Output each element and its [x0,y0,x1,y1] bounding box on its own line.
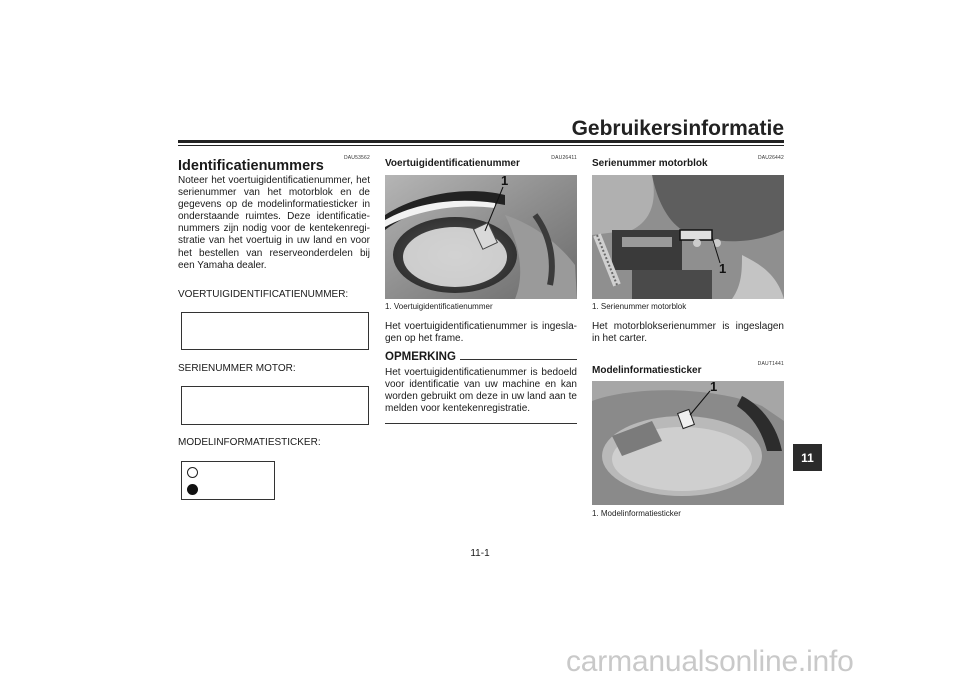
note-rule [460,359,577,360]
photo-caption: 1. Voertuigidentificatienummer [385,302,493,311]
vin-label: VOERTUIGIDENTIFICATIENUMMER: [178,289,349,300]
subsection-heading: Voertuigidentificatienummer [385,158,520,169]
engine-serial-entry-box [181,386,369,425]
open-circle-icon [187,467,198,478]
section-code: DAU26442 [757,155,784,161]
model-sticker-photo [592,381,784,505]
photo-caption: 1. Serienummer motorblok [592,302,687,311]
engine-serial-photo [592,175,784,299]
section-code: DAUT1441 [757,361,784,367]
note-title: OPMERKING [385,351,456,363]
vin-location-photo [385,175,577,299]
section-code: DAU53562 [343,155,370,161]
vin-entry-box [181,312,369,350]
note-end-rule [385,423,577,424]
model-sticker-label: MODELINFORMATIESTICKER: [178,437,321,448]
section-code: DAU26411 [551,155,577,161]
page-header-title: Gebruikersinformatie [571,117,784,140]
subsection-heading: Modelinformatiesticker [592,365,702,376]
watermark: carmanualsonline.info [566,645,854,678]
callout-number: 1 [710,381,718,394]
section-heading: Identificatienummers [178,158,324,174]
subsection-heading: Serienummer motorblok [592,158,708,169]
engine-serial-label: SERIENUMMER MOTOR: [178,363,296,374]
photo-caption: 1. Modelinformatiesticker [592,509,681,518]
storage-compartment-photo [592,381,784,505]
header-rule [178,140,784,143]
filled-circle-icon [187,484,198,495]
intro-paragraph: Noteer het voertuigidentificatienummer, het serienummer van het motorblok en de gegevens op de modelinformatiesticker in onderstaande ruimtes. Deze identificatie-nummers zijn nodig voor de kentekenregi-stratie van het voertuig in uw land en voor het bestellen van reserveonderdelen bij een Yamaha dealer. [178,175,370,271]
note-text: Het voertuigidentificatienummer is bedoeld voor identificatie van uw machine en kan worden gebruikt om deze in uw land aan te melden voor kentekenregistratie. [385,367,577,415]
page-number: 11-1 [470,548,490,559]
model-sticker-entry-box [181,461,275,500]
header-rule-thin [178,145,784,146]
scooter-seat-photo [385,175,577,299]
vin-paragraph: Het voertuigidentificatienummer is ingesla-gen op het frame. [385,321,577,345]
engine-serial-paragraph: Het motorblokserienummer is ingeslagen in het carter. [592,321,784,345]
engine-photo [592,175,784,299]
callout-number: 1 [501,175,509,188]
callout-number: 1 [719,261,727,276]
chapter-tab: 11 [793,444,822,471]
